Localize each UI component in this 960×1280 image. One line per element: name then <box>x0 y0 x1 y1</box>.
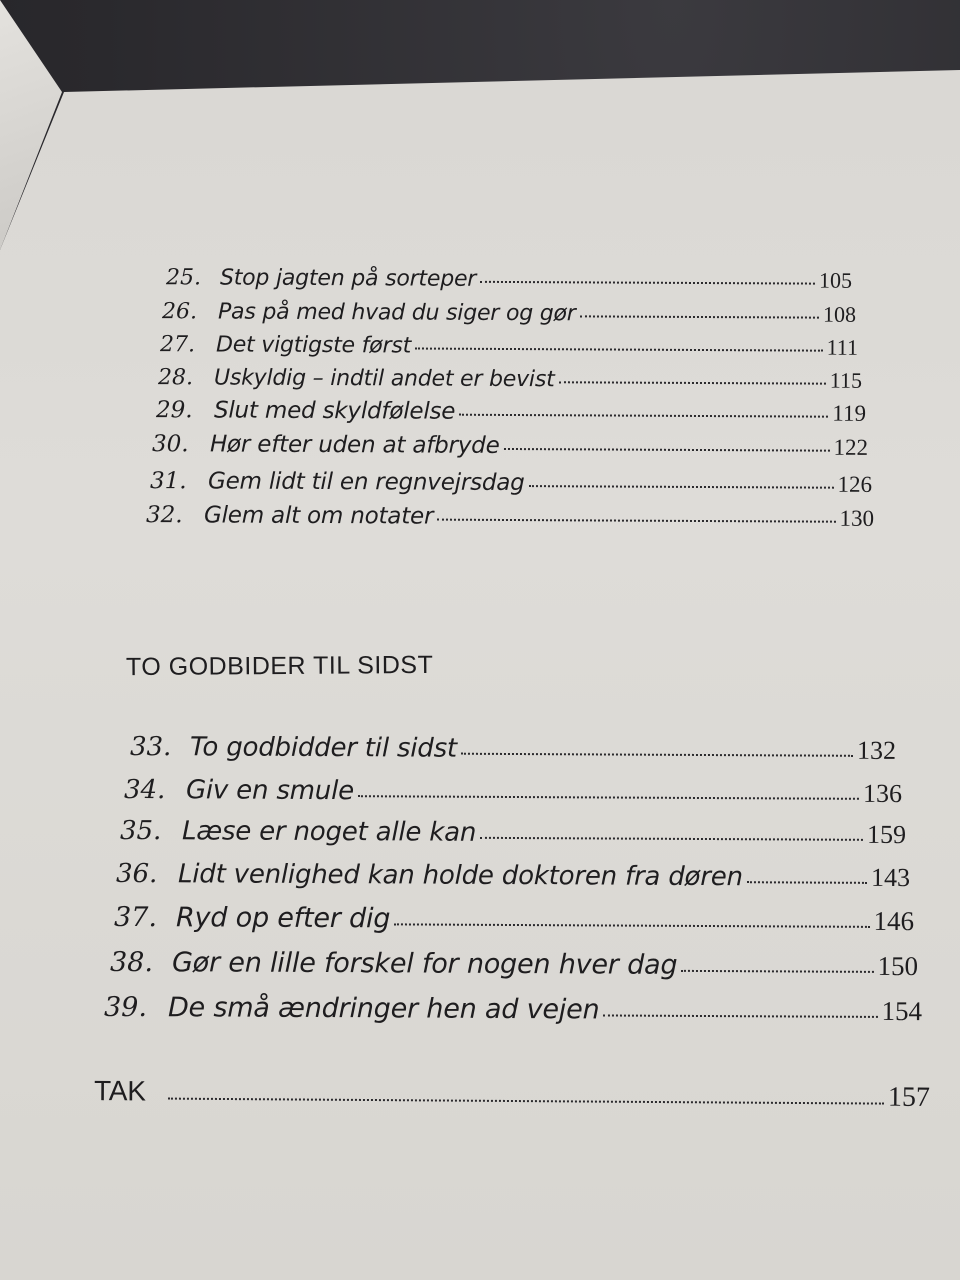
entry-number: 36. <box>115 858 158 890</box>
dot-leader <box>480 281 815 285</box>
entry-page-number: 132 <box>856 735 897 766</box>
entry-page-number: 130 <box>839 505 875 531</box>
entry-title: To godbidder til sidst <box>189 732 458 764</box>
toc-entry <box>130 732 896 766</box>
toc-entry-tak <box>94 1075 930 1114</box>
entry-page-number: 143 <box>870 862 911 893</box>
dot-leader <box>603 1014 877 1017</box>
entry-page-number: 159 <box>866 819 907 850</box>
entry-number: 31. <box>149 468 187 495</box>
dot-leader <box>437 519 835 523</box>
entry-number: 35. <box>119 815 162 847</box>
entry-title: Gem lidt til en regnvejrsdag <box>207 468 525 497</box>
entry-title: Ryd op efter dig <box>175 902 391 935</box>
dot-leader <box>529 485 834 489</box>
entry-page-number: 108 <box>822 301 857 327</box>
dot-leader <box>580 315 819 318</box>
entry-number: 37. <box>113 901 158 934</box>
entry-title: Gør en lille forskel for nogen hver dag <box>171 947 678 981</box>
entry-page-number: 150 <box>877 950 919 982</box>
toc-entry <box>162 298 856 328</box>
dot-leader <box>394 923 869 927</box>
entry-number: 26. <box>161 299 198 325</box>
entry-page-number: 126 <box>837 471 873 497</box>
entry-number: 34. <box>123 774 166 806</box>
entry-number: 38. <box>109 946 154 979</box>
toc-entry <box>124 775 902 809</box>
entry-page-number: 154 <box>881 995 923 1027</box>
toc-entry <box>104 992 922 1027</box>
entry-title: Læse er noget alle kan <box>181 816 477 848</box>
entry-page-number: 146 <box>873 905 915 937</box>
entry-number: 32. <box>145 502 183 529</box>
entry-title: De små ændringer hen ad vejen <box>167 992 600 1026</box>
entry-number: 39. <box>103 991 148 1024</box>
entry-number: 29. <box>155 397 193 424</box>
entry-page-number: 111 <box>826 334 859 360</box>
entry-page-number: 157 <box>887 1081 931 1113</box>
toc-entry <box>166 264 852 294</box>
entry-number: 30. <box>151 431 189 458</box>
entry-title: TAK <box>93 1075 146 1107</box>
toc-entry <box>156 397 866 427</box>
toc-entry <box>158 364 862 394</box>
dot-leader <box>358 795 859 800</box>
entry-title: Det vigtigste først <box>215 332 412 359</box>
entry-number: 25. <box>165 265 202 291</box>
entry-page-number: 119 <box>832 400 867 426</box>
entry-title: Slut med skyldfølelse <box>213 397 456 425</box>
entry-page-number: 105 <box>818 267 853 293</box>
dot-leader <box>681 970 873 973</box>
entry-title: Uskyldig – indtil andet er bevist <box>213 365 555 393</box>
toc-entry <box>116 859 910 893</box>
entry-title: Giv en smule <box>185 775 355 807</box>
dot-leader <box>415 348 823 352</box>
dot-leader <box>480 837 863 841</box>
toc-entry <box>120 816 906 850</box>
toc-entry <box>150 468 872 498</box>
entry-title: Hør efter uden at afbryde <box>209 431 500 459</box>
toc-entry <box>114 902 914 937</box>
toc-entry <box>110 947 918 982</box>
dot-leader <box>461 753 853 757</box>
toc-entry <box>160 331 858 361</box>
toc-entry <box>146 502 874 532</box>
entry-number: 28. <box>157 365 194 391</box>
entry-title: Glem alt om notater <box>203 502 434 530</box>
entry-page-number: 136 <box>862 778 903 809</box>
toc-entry <box>152 431 868 461</box>
entry-title: Stop jagten på sorteper <box>219 265 477 292</box>
entry-page-number: 122 <box>833 434 869 460</box>
entry-page-number: 115 <box>829 367 863 393</box>
entry-title: Lidt venlighed kan holde doktoren fra døren <box>177 859 743 893</box>
dot-leader <box>504 448 830 452</box>
section-heading: TO GODBIDER TIL SIDST <box>125 650 434 682</box>
dot-leader <box>168 1098 884 1105</box>
entry-number: 33. <box>129 731 172 763</box>
dot-leader <box>559 381 826 384</box>
entry-number: 27. <box>159 332 196 358</box>
dot-leader <box>459 414 828 418</box>
dot-leader <box>747 881 867 884</box>
entry-title: Pas på med hvad du siger og gør <box>217 299 576 327</box>
